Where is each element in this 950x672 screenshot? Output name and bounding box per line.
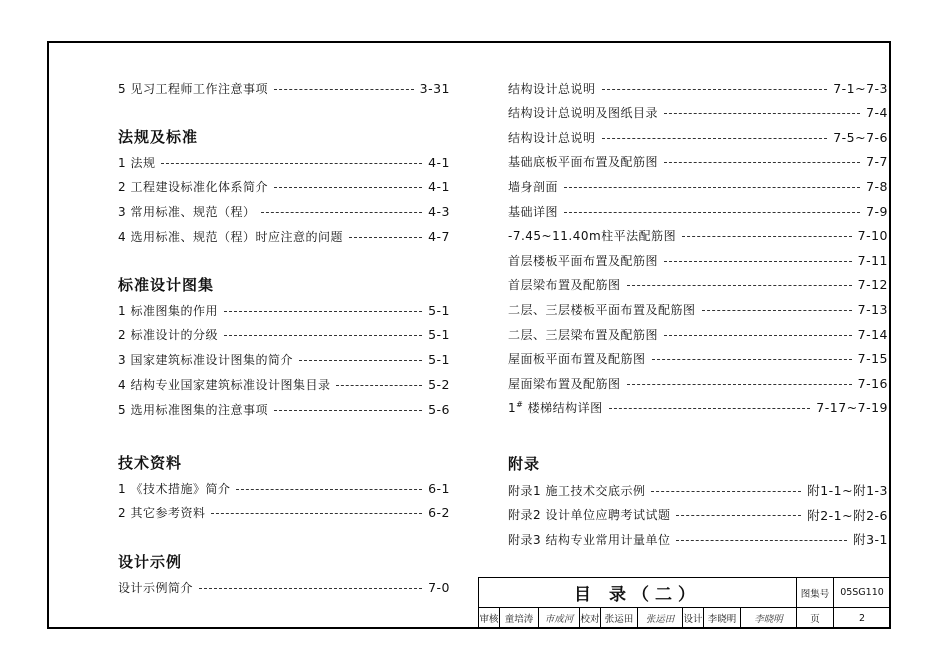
section-heading: 标准设计图集 (118, 276, 215, 294)
toc-entry (508, 250, 888, 270)
toc-entry-label: 2 标准设计的分级 (118, 328, 218, 343)
dot-leader (274, 89, 414, 90)
atlas-number: 05SG110 (834, 578, 891, 608)
dot-leader (664, 261, 852, 262)
dot-leader (224, 311, 422, 312)
toc-entry-page: 4-3 (428, 204, 450, 220)
toc-entry-page: 5-1 (428, 302, 450, 318)
dot-leader (236, 489, 422, 490)
toc-entry-label: 5 见习工程师工作注意事项 (118, 81, 268, 96)
toc-entry (118, 374, 450, 394)
dot-leader (609, 408, 811, 409)
section-heading: 设计示例 (118, 553, 183, 571)
toc-entry-page: 7-0 (428, 579, 450, 595)
toc-entry (508, 324, 888, 344)
toc-entry-page: 7-8 (866, 178, 888, 194)
toc-entry-label: 结构设计总说明 (508, 130, 596, 145)
dot-leader (602, 138, 828, 139)
toc-entry-label: 1 《技术措施》简介 (118, 481, 231, 496)
dot-leader (682, 236, 851, 237)
toc-entry-page: 7-13 (857, 301, 888, 317)
toc-entry (508, 349, 888, 369)
dot-leader (299, 360, 422, 361)
toc-entry-label-rest: 楼梯结构详图 (523, 401, 603, 416)
toc-entry (118, 325, 450, 345)
toc-entry-page: 7-5~7-6 (833, 129, 888, 145)
atlas-label: 图集号 (797, 578, 834, 608)
dot-leader (564, 212, 860, 213)
toc-entry-page: 5-1 (428, 352, 450, 368)
toc-entry-label: 3 国家建筑标准设计图集的简介 (118, 353, 293, 368)
toc-entry (118, 300, 450, 320)
toc-entry (118, 503, 450, 523)
toc-entry (508, 103, 888, 123)
toc-entry (508, 226, 888, 246)
toc-entry-label: 结构设计总说明及图纸目录 (508, 106, 659, 121)
toc-entry-label: 1 标准图集的作用 (118, 303, 218, 318)
toc-entry (508, 152, 888, 172)
toc-entry-page: 7-7 (866, 154, 888, 170)
toc-entry-page: 7-17~7-19 (816, 400, 888, 416)
toc-entry-label-sup: # (516, 400, 524, 410)
dot-leader (349, 237, 422, 238)
toc-entry-page: 7-14 (857, 326, 888, 342)
toc-entry-label: 首层梁布置及配筋图 (508, 278, 621, 293)
toc-entry-page: 附3-1 (853, 532, 888, 548)
toc-entry-page: 5-1 (428, 327, 450, 343)
toc-entry-label: 5 选用标准图集的注意事项 (118, 402, 268, 417)
toc-entry (118, 399, 450, 419)
toc-entry-label: 4 选用标准、规范（程）时应注意的问题 (118, 229, 343, 244)
toc-entry-page: 4-1 (428, 154, 450, 170)
toc-entry (508, 505, 888, 525)
toc-entry-label: 2 其它参考资料 (118, 506, 206, 521)
reviewer-name: 童培涛 (500, 608, 539, 629)
checker-name: 张运田 (601, 608, 638, 629)
toc-entry-label: 基础详图 (508, 204, 559, 219)
toc-entry-page: 附1-1~附1-3 (807, 483, 888, 498)
toc-entry (118, 202, 450, 222)
dot-leader (274, 187, 422, 188)
toc-entry-label: 基础底板平面布置及配筋图 (508, 155, 659, 170)
toc-entry (508, 398, 888, 418)
dot-leader (261, 212, 422, 213)
dot-leader (702, 310, 852, 311)
toc-entry (508, 275, 888, 295)
toc-entry (508, 529, 888, 549)
toc-entry-page: 7-10 (857, 228, 888, 244)
checker-signature: 张运田 (638, 608, 683, 629)
toc-entry (508, 299, 888, 319)
toc-entry-label (508, 399, 603, 416)
toc-entry-label: 二层、三层楼板平面布置及配筋图 (508, 302, 696, 317)
dot-leader (627, 285, 852, 286)
review-label: 审核 (479, 608, 500, 629)
section-heading: 附录 (508, 455, 541, 473)
dot-leader (664, 335, 852, 336)
toc-entry (118, 177, 450, 197)
toc-entry (118, 226, 450, 246)
check-label: 校对 (580, 608, 601, 629)
toc-entry (118, 78, 450, 98)
toc-entry-label: 2 工程建设标准化体系简介 (118, 180, 268, 195)
toc-entry-label: 3 常用标准、规范（程） (118, 205, 256, 220)
dot-leader (676, 515, 801, 516)
toc-entry-label: 设计示例简介 (118, 580, 194, 595)
design-label: 设计 (683, 608, 704, 629)
dot-leader (224, 335, 422, 336)
toc-entry-page: 7-15 (857, 351, 888, 367)
dot-leader (161, 163, 422, 164)
toc-entry-page: 附2-1~附2-6 (807, 507, 888, 523)
toc-entry-page: 7-11 (857, 252, 888, 268)
toc-entry (118, 152, 450, 172)
toc-entry-page: 7-1~7-3 (833, 80, 888, 96)
toc-entry-page: 7-16 (857, 375, 888, 391)
dot-leader (602, 89, 828, 90)
dot-leader (652, 359, 852, 360)
dot-leader (199, 588, 422, 589)
toc-entry-page: 7-4 (866, 105, 888, 121)
toc-entry-label: 附录1 施工技术交底示例 (508, 483, 646, 498)
toc-entry-label: 屋面板平面布置及配筋图 (508, 352, 646, 367)
section-heading: 技术资料 (118, 454, 183, 472)
toc-entry (508, 201, 888, 221)
page-label: 页 (797, 608, 834, 629)
toc-entry-page: 4-1 (428, 179, 450, 195)
toc-entry-label: 二层、三层梁布置及配筋图 (508, 327, 659, 342)
dot-leader (627, 384, 852, 385)
toc-entry-label: 墙身剖面 (508, 179, 559, 194)
toc-entry-page: 6-1 (428, 480, 450, 496)
toc-entry-label: 屋面梁布置及配筋图 (508, 376, 621, 391)
toc-entry-label: 结构设计总说明 (508, 81, 596, 96)
toc-entry-label: 附录3 结构专业常用计量单位 (508, 532, 671, 547)
toc-entry-page: 7-9 (866, 203, 888, 219)
dot-leader (664, 162, 860, 163)
toc-entry-page: 7-12 (857, 277, 888, 293)
toc-entry-page: 6-2 (428, 505, 450, 521)
toc-entry-label: 首层楼板平面布置及配筋图 (508, 253, 659, 268)
dot-leader (664, 113, 860, 114)
dot-leader (274, 410, 422, 411)
toc-entry (508, 176, 888, 196)
toc-entry (508, 78, 888, 98)
toc-entry (508, 127, 888, 147)
toc-entry-label: 附录2 设计单位应聘考试试题 (508, 508, 671, 523)
toc-entry-label: 1 法规 (118, 155, 156, 170)
toc-entry (508, 480, 888, 500)
dot-leader (564, 187, 860, 188)
toc-entry (118, 350, 450, 370)
toc-entry-label: 4 结构专业国家建筑标准设计图集目录 (118, 377, 331, 392)
reviewer-signature: 市成河 (539, 608, 580, 629)
toc-entry-page: 3-31 (419, 80, 450, 96)
toc-entry-page: 4-7 (428, 228, 450, 244)
dot-leader (336, 385, 422, 386)
toc-entry (508, 373, 888, 393)
page-number: 2 (834, 608, 891, 629)
designer-name: 李晓明 (704, 608, 741, 629)
designer-signature: 李晓明 (741, 608, 797, 629)
toc-entry-label-num: 1 (508, 401, 517, 416)
toc-entry-label: -7.45~11.40m柱平法配筋图 (508, 229, 677, 244)
dot-leader (211, 513, 422, 514)
toc-entry-page: 5-2 (428, 376, 450, 392)
title-block (478, 577, 891, 629)
toc-entry (118, 577, 450, 597)
dot-leader (651, 491, 801, 492)
toc-entry-page: 5-6 (428, 401, 450, 417)
toc-entry (118, 478, 450, 498)
title-block-title: 目 录（二） (479, 578, 797, 608)
section-heading: 法规及标准 (118, 128, 199, 146)
dot-leader (676, 540, 847, 541)
